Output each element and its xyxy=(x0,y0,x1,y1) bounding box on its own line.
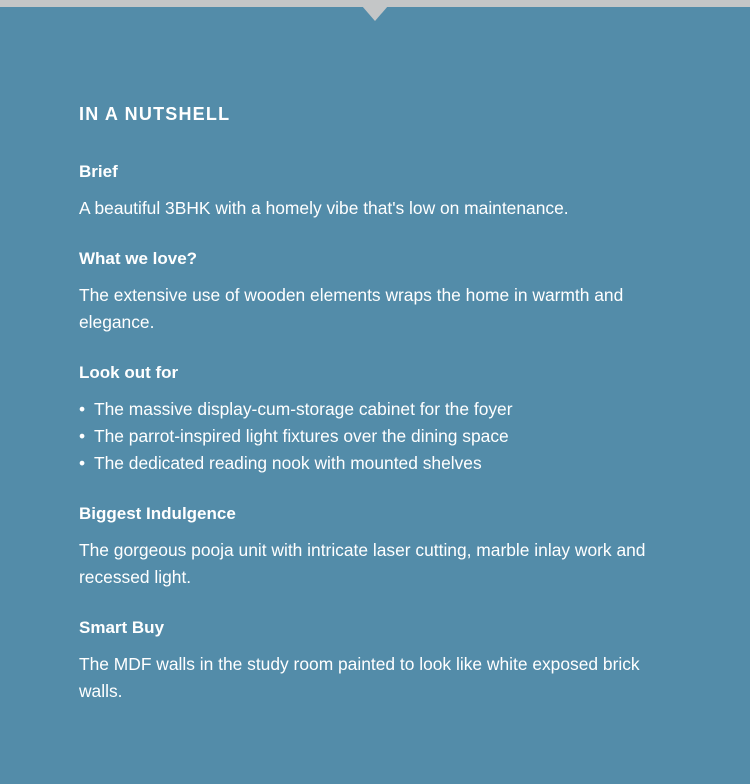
bullet-icon: • xyxy=(79,399,86,419)
panel-title: IN A NUTSHELL xyxy=(79,104,231,124)
what-we-love-text: The extensive use of wooden elements wraps the home in warmth and elegance. xyxy=(79,285,624,332)
nutshell-panel xyxy=(79,101,679,730)
brief-section xyxy=(79,160,679,222)
bullet-icon: • xyxy=(79,453,86,473)
biggest-indulgence-heading: Biggest Indulgence xyxy=(79,504,236,523)
smart-buy-heading: Smart Buy xyxy=(79,618,165,637)
look-out-for-list xyxy=(79,396,679,477)
list-item xyxy=(79,423,679,450)
list-item xyxy=(79,396,679,423)
smart-buy-section xyxy=(79,616,679,705)
brief-heading: Brief xyxy=(79,162,118,181)
biggest-indulgence-section xyxy=(79,502,679,591)
bullet-icon: • xyxy=(79,426,86,446)
smart-buy-text: The MDF walls in the study room painted to look like white exposed brick walls. xyxy=(79,654,640,701)
list-item-text: The massive display-cum-storage cabinet for the foyer xyxy=(94,399,513,419)
list-item xyxy=(79,450,679,477)
list-item-text: The dedicated reading nook with mounted shelves xyxy=(94,453,482,473)
biggest-indulgence-text: The gorgeous pooja unit with intricate laser cutting, marble inlay work and recessed light. xyxy=(79,540,646,587)
list-item-text: The parrot-inspired light fixtures over the dining space xyxy=(94,426,509,446)
down-pointer-notch xyxy=(362,6,388,21)
brief-text: A beautiful 3BHK with a homely vibe that's low on maintenance. xyxy=(79,198,569,218)
what-we-love-section xyxy=(79,247,679,336)
look-out-for-heading: Look out for xyxy=(79,363,179,382)
what-we-love-heading: What we love? xyxy=(79,249,198,268)
look-out-for-section xyxy=(79,361,679,477)
